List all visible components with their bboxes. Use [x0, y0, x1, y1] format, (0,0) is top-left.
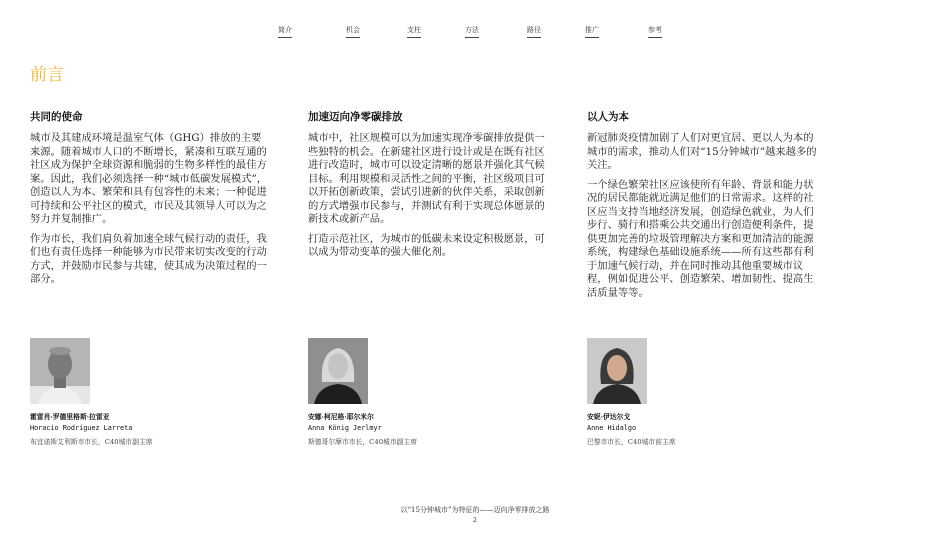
column-heading: 以人为本: [587, 111, 629, 123]
column-people-centred: [587, 110, 817, 306]
nav-item-pillars[interactable]: 支柱: [407, 26, 421, 38]
mayor-name-zh: 安妮·伊达尔戈: [587, 413, 631, 421]
mayor-role: 斯德哥尔摩市市长，C40城市副主席: [308, 438, 418, 446]
mayor-name-zh: 安娜·柯尼格·耶尔米尔: [308, 413, 374, 421]
column-paragraph: 作为市长，我们肩负着加速全球气候行动的责任，我们也有责任选择一种能够为市民带来切实改变的行动方式，并鼓励市民参与共建，使其成为决策过程的一部分。: [30, 232, 267, 285]
nav-item-intro[interactable]: 简介: [278, 26, 292, 38]
column-net-zero: [308, 110, 546, 266]
mayor-portrait-larreta: [30, 338, 90, 404]
column-heading: 加速迈向净零碳排放: [308, 111, 403, 123]
page-number: 2: [472, 516, 478, 524]
mayor-portrait-hidalgo: [587, 338, 647, 404]
mayor-role: 布宜诺斯艾利斯市市长，C40城市副主席: [30, 438, 153, 446]
nav-item-pathway[interactable]: 路径: [527, 26, 541, 38]
column-paragraph: 一个绿色繁荣社区应该使所有年龄、背景和能力状况的居民都能就近满足他们的日常需求。这样的社区应当支持当地经济发展，创造绿色就业，为人们步行、骑行和搭乘公共交通出行创造便利条件，提供更加完善的垃圾管理解决方案和更加清洁的能源系统，构建绿色基础设施系统——所有这些都有利于加速气候行动，并在同时推动其他重要城市议程，例如促进公平、创造繁荣、增加韧性、提高生活质量等等。: [587, 178, 814, 299]
footer-title: 以“15分钟城市”为特征的——迈向净零排放之路: [400, 506, 550, 514]
column-shared-mission: [30, 110, 268, 293]
mayor-portrait-jerlmyr: [308, 338, 368, 404]
nav-item-methods[interactable]: 方法: [465, 26, 479, 38]
mayor-name-en: Anne Hidalgo: [587, 424, 637, 432]
mayor-role: 巴黎市市长，C40城市前主席: [587, 438, 676, 446]
column-paragraph: 新冠肺炎疫情加剧了人们对更宜居、更以人为本的城市的需求，推动人们对“15分钟城市”越来越多的关注。: [587, 132, 817, 171]
nav-item-opportunity[interactable]: 机会: [346, 26, 360, 38]
column-paragraph: 城市及其建成环境是温室气体（GHG）排放的主要来源。随着城市人口的不断增长，紧凑和互联互通的社区成为保护全球资源和脆弱的生物多样性的最佳方案。因此，我们必须选择一种“城市低碳发展模式”，创造以人为本、繁荣和具有包容性的未来；一种促进可持续和公平社区的模式，市民及其领导人可以为之努力并复制推广。: [30, 132, 268, 225]
top-nav: [0, 26, 950, 40]
nav-item-promotion[interactable]: 推广: [585, 26, 599, 38]
nav-item-references[interactable]: 参考: [648, 26, 662, 38]
column-heading: 共同的使命: [30, 111, 83, 123]
page-title: 前言: [30, 65, 64, 85]
mayor-name-en: Horacio Rodríguez Larreta: [30, 424, 133, 432]
mayor-name-en: Anna König Jerlmyr: [308, 424, 382, 432]
column-paragraph: 城市中，社区规模可以为加速实现净零碳排放提供一些独特的机会。在新建社区进行设计或是在既有社区进行改造时，城市可以设定清晰的愿景并强化其气候目标。利用规模和灵活性之间的平衡，社区级项目可以开拓创新政策，尝试引进新的伙伴关系，采取创新的方式增强市民参与，并测试有利于实现总体愿景的新技术或新产品。: [308, 132, 545, 225]
mayor-name-zh: 霍雷肖·罗德里格斯·拉雷亚: [30, 413, 110, 421]
column-paragraph: 打造示范社区，为城市的低碳未来设定积极愿景，可以成为带动变革的强大催化剂。: [308, 232, 545, 258]
